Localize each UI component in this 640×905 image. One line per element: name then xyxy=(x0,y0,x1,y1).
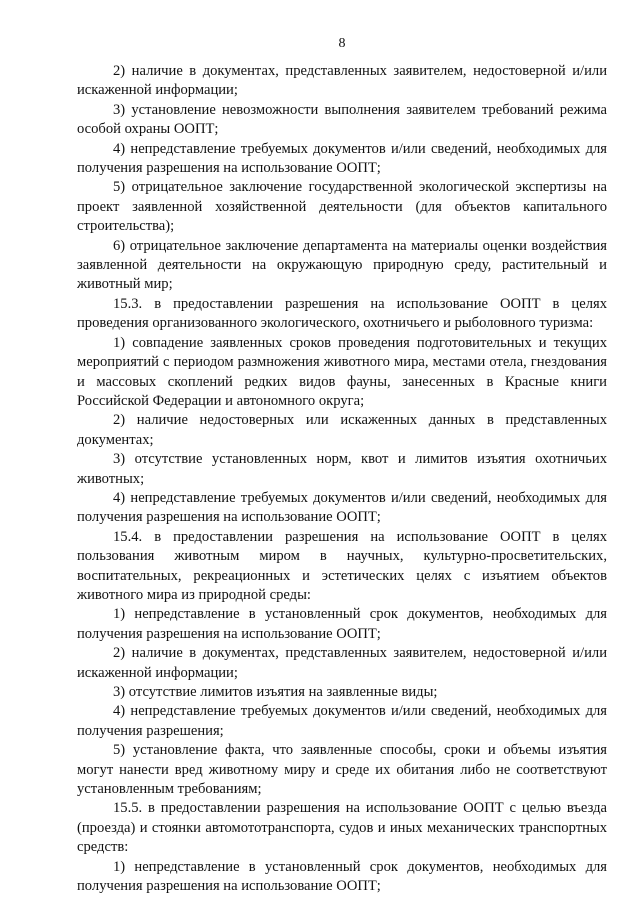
paragraph: 2) наличие в документах, представленных заявителем, недостоверной и/или искаженной информации; xyxy=(77,63,607,99)
paragraph: 2) наличие в документах, представленных заявителем, недостоверной и/или искаженной информации; xyxy=(77,645,607,681)
paragraph: 3) отсутствие лимитов изъятия на заявленные виды; xyxy=(113,684,438,700)
paragraph: 4) непредставление требуемых документов и/или сведений, необходимых для получения разрешения на использование ООПТ; xyxy=(77,140,607,177)
document-page xyxy=(77,0,607,905)
paragraph: 1) непредставление в установленный срок документов, необходимых для получения разрешения на использование ООПТ; xyxy=(77,858,607,895)
paragraph: 4) непредставление требуемых документов и/или сведений, необходимых для получения разрешения на использование ООПТ; xyxy=(77,489,607,526)
paragraph: 15.4. в предоставлении разрешения на использование ООПТ в целях пользования животным миром в научных, культурно-просветительских, воспитательных, рекреационных и эстетических целях с изъятием объектов животного мира из природной среды: xyxy=(77,528,607,603)
paragraph: 3) установление невозможности выполнения заявителем требований режима особой охраны ООПТ; xyxy=(77,101,607,138)
document-body xyxy=(77,62,607,896)
paragraph: 1) непредставление в установленный срок документов, необходимых для получения разрешения на использование ООПТ; xyxy=(77,606,607,642)
paragraph: 5) установление факта, что заявленные способы, сроки и объемы изъятия могут нанести вред животному миру и среде их обитания либо не соответствуют установленным требованиям; xyxy=(77,742,607,798)
paragraph: 6) отрицательное заключение департамента на материалы оценки воздействия заявленной деятельности на окружающую природную среду, растительный и животный мир; xyxy=(77,237,607,293)
paragraph: 15.5. в предоставлении разрешения на использование ООПТ с целью въезда (проезда) и стоянки автомототранспорта, судов и иных механических транспортных средств: xyxy=(77,800,607,856)
paragraph: 3) отсутствие установленных норм, квот и лимитов изъятия охотничьих животных; xyxy=(77,451,607,487)
paragraph: 2) наличие недостоверных или искаженных данных в представленных документах; xyxy=(77,412,607,448)
paragraph: 1) совпадение заявленных сроков проведения подготовительных и текущих мероприятий с периодом размножения животного мира, местами отела, гнездования и массовых скоплений редких видов фауны, занесенных в Красные книги Российской Федерации и автономного округа; xyxy=(77,334,607,409)
page-number: 8 xyxy=(338,36,346,51)
paragraph: 5) отрицательное заключение государственной экологической экспертизы на проект заявленной хозяйственной деятельности (для объектов капитального строительства); xyxy=(77,179,607,235)
paragraph: 15.3. в предоставлении разрешения на использование ООПТ в целях проведения организованного экологического, охотничьего и рыболовного туризма: xyxy=(77,295,607,332)
paragraph: 4) непредставление требуемых документов и/или сведений, необходимых для получения разрешения; xyxy=(77,703,607,739)
